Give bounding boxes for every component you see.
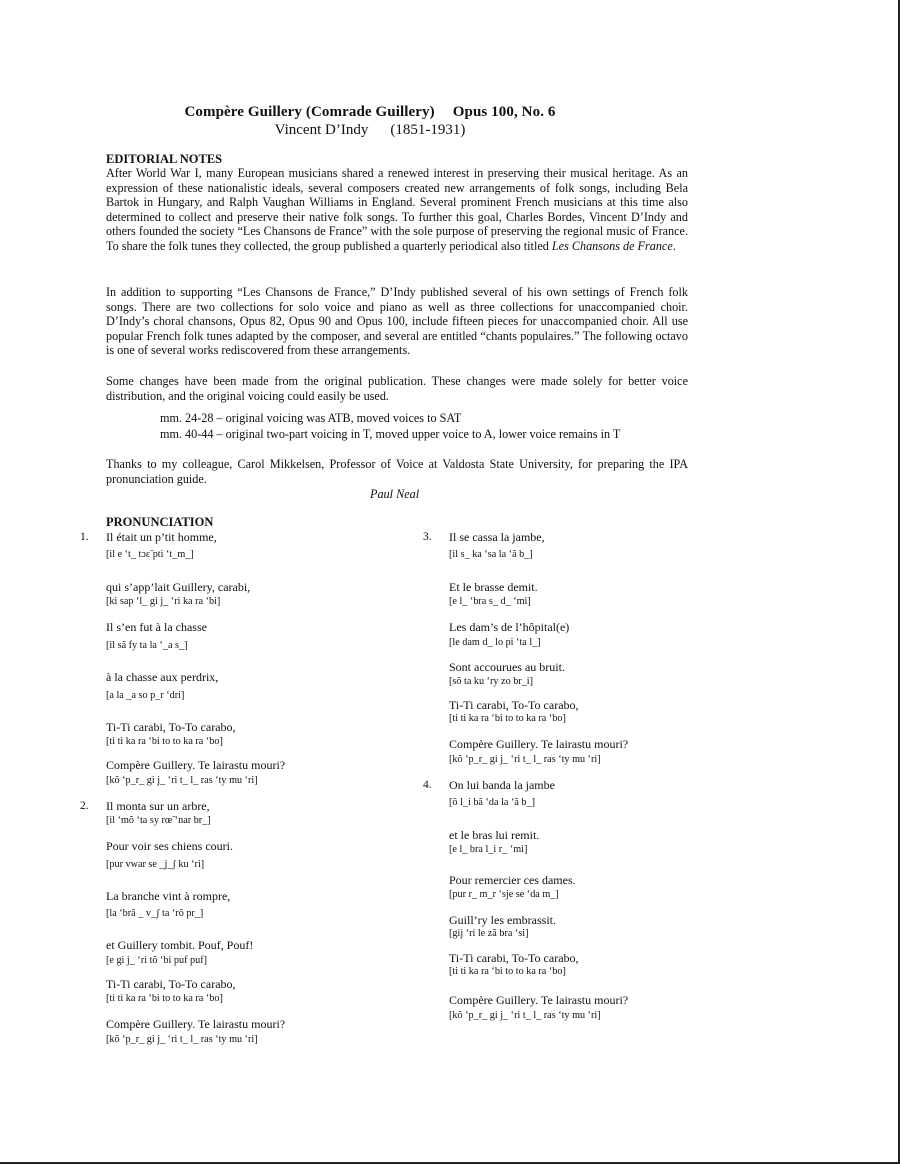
ipa-line: [il s_ ka ‘sa la ‘ã b_] — [449, 549, 533, 560]
ipa-line: [ti ti ka ra ‘bi to to ka ra ‘bo] — [106, 736, 223, 747]
lyric-line: Compère Guillery. Te lairastu mouri? — [106, 1017, 286, 1031]
lyric-line: La branche vint à rompre, — [106, 889, 231, 903]
lyric-line: Et le brasse demit. — [449, 580, 538, 594]
ipa-line: [ti ti ka ra ‘bi to to ka ra ‘bo] — [449, 713, 566, 724]
ipa-line: [kõ ‘p_r_ gi j_ ‘ri t_ l_ ras ‘ty mu ‘ri] — [449, 754, 601, 765]
lyric-line: qui s’app’lait Guillery, carabi, — [106, 580, 251, 594]
lyric-line: Pour remercier ces dames. — [449, 873, 576, 887]
pronunciation-heading: PRONUNCIATION — [106, 515, 214, 529]
lyric-line: Ti-Ti carabi, To-To carabo, — [449, 698, 579, 712]
lyric-line: Il se cassa la jambe, — [449, 530, 545, 544]
ipa-line: [kõ ‘p_r_ gi j_ ‘ri t_ l_ ras ‘ty mu ‘ri] — [106, 1034, 258, 1045]
ipa-line: [õ l_i bã ‘da la ‘ã b_] — [449, 797, 535, 808]
lyric-line: Ti-Ti carabi, To-To carabo, — [106, 977, 236, 991]
lyric-line: Guill’ry les embrassit. — [449, 913, 556, 927]
editor-signature: Paul Neal — [370, 487, 420, 501]
voicing-change-1: mm. 24-28 – original voicing was ATB, moved voices to SAT — [160, 411, 462, 425]
ipa-line: [le dam d_ lo pi ‘ta l_] — [449, 637, 541, 648]
lyric-line: On lui banda la jambe — [449, 778, 555, 792]
lyric-line: Sont accourues au bruit. — [449, 660, 565, 674]
verse-number: 4. — [423, 779, 432, 791]
ipa-line: [a la _a so p_r ‘dri] — [106, 690, 185, 701]
composer-line — [0, 122, 740, 139]
editorial-paragraph-3: Some changes have been made from the original publication. These changes were made solely for better voice distribution, and the original voicing could easily be used. — [106, 374, 688, 403]
ipa-line: [gij ‘ri le zã bra ‘si] — [449, 928, 529, 939]
lyric-line: Ti-Ti carabi, To-To carabo, — [449, 951, 579, 965]
ipa-line: [il sã fy ta la ‘_a s_] — [106, 640, 188, 651]
lyric-line: à la chasse aux perdrix, — [106, 670, 219, 684]
ipa-line: [pur r_ m_r ‘sje se ‘da m_] — [449, 889, 559, 900]
title-block — [0, 104, 740, 139]
ipa-line: [e l_ bra l_i r_ ‘mi] — [449, 844, 528, 855]
composer-dates: (1851-1931) — [390, 122, 466, 138]
paragraph-1-text: After World War I, many European musicians shared a renewed interest in preserving their musical heritage. As an expression of these nationalistic ideals, several composers created new arrangements of folk songs, including Bela Bartok in Hungary, and Ralph Vaughan Williams in England. Several prominent French musicians at this time also determined to collect and preserve their native folk songs. To further this goal, Charles Bordes, Vincent D’Indy and others founded the society “Les Chansons de France” with the sole purpose of preserving the regional music of France. To share the folk tunes they collected, the group published a quarterly periodical also titled — [106, 166, 688, 253]
paragraph-1-end: . — [672, 238, 676, 253]
lyric-line: Compère Guillery. Te lairastu mouri? — [449, 737, 629, 751]
ipa-line: [kõ ‘p_r_ gi j_ ‘ri t_ l_ ras ‘ty mu ‘ri] — [106, 775, 258, 786]
lyric-line: Compère Guillery. Te lairastu mouri? — [449, 993, 629, 1007]
editorial-paragraph-1 — [106, 166, 688, 254]
ipa-line: [e gi j_ ‘ri tõ ‘bi puf puf] — [106, 955, 207, 966]
editorial-paragraph-2: In addition to supporting “Les Chansons de France,” D’Indy published several of his own settings of French folk songs. There are two collections for solo voice and piano as well as three collections for unaccompanied choir. D’Indy’s choral chansons, Opus 82, Opus 90 and Opus 100, include fifteen pieces for unaccompanied choir. All use popular French folk tunes adapted by the composer, and several are entitled “chants populaires.” The following octavo is one of several works rediscovered from these arrangements. — [106, 285, 688, 358]
composer-name: Vincent D’Indy — [274, 122, 369, 138]
ipa-line: [ti ti ka ra ‘bi to to ka ra ‘bo] — [449, 966, 566, 977]
periodical-title: Les Chansons de France — [551, 238, 673, 253]
lyric-line: Il s’en fut à la chasse — [106, 620, 207, 634]
lyric-line: et le bras lui remit. — [449, 828, 540, 842]
ipa-line: [il e ‘t_ tɔɛ̃ pti ‘t_m_] — [106, 549, 194, 560]
ipa-line: [sõ ta ku ‘ry zo br_i] — [449, 676, 534, 687]
ipa-line: [e l_ ‘bra s_ d_ ‘mi] — [449, 596, 531, 607]
ipa-line: [la ‘brã _ v_ʃ ta ‘rõ pr_] — [106, 908, 204, 919]
ipa-line: [ki sap ‘l_ gi j_ ‘ri ka ra ‘bi] — [106, 596, 221, 607]
ipa-line: [pur vwar se _j_ʃ ku ‘ri] — [106, 859, 205, 870]
lyric-line: Les dam’s de l’hôpital(e) — [449, 620, 570, 634]
work-title — [0, 104, 740, 121]
verse-number: 2. — [80, 800, 89, 812]
ipa-line: [il ‘mõ ‘ta sy rœ̃ ‘nar br_] — [106, 815, 211, 826]
lyric-line: Il monta sur un arbre, — [106, 799, 210, 813]
opus-number: Opus 100, No. 6 — [452, 104, 556, 120]
lyric-line: et Guillery tombit. Pouf, Pouf! — [106, 938, 254, 952]
ipa-line: [ti ti ka ra ‘bi to to ka ra ‘bo] — [106, 993, 223, 1004]
verse-number: 3. — [423, 531, 432, 543]
ipa-line: [kõ ‘p_r_ gi j_ ‘ri t_ l_ ras ‘ty mu ‘ri] — [449, 1010, 601, 1021]
editorial-heading: EDITORIAL NOTES — [106, 152, 223, 166]
work-name: Compère Guillery (Comrade Guillery) — [184, 104, 435, 120]
lyric-line: Il était un p’tit homme, — [106, 530, 217, 544]
editorial-paragraph-4: Thanks to my colleague, Carol Mikkelsen, Professor of Voice at Valdosta State University, for preparing the IPA pronunciation guide. — [106, 457, 688, 486]
lyric-line: Compère Guillery. Te lairastu mouri? — [106, 758, 286, 772]
lyric-line: Ti-Ti carabi, To-To carabo, — [106, 720, 236, 734]
verse-number: 1. — [80, 531, 89, 543]
voicing-change-2: mm. 40-44 – original two-part voicing in T, moved upper voice to A, lower voice remains in T — [160, 427, 621, 441]
lyric-line: Pour voir ses chiens couri. — [106, 839, 233, 853]
